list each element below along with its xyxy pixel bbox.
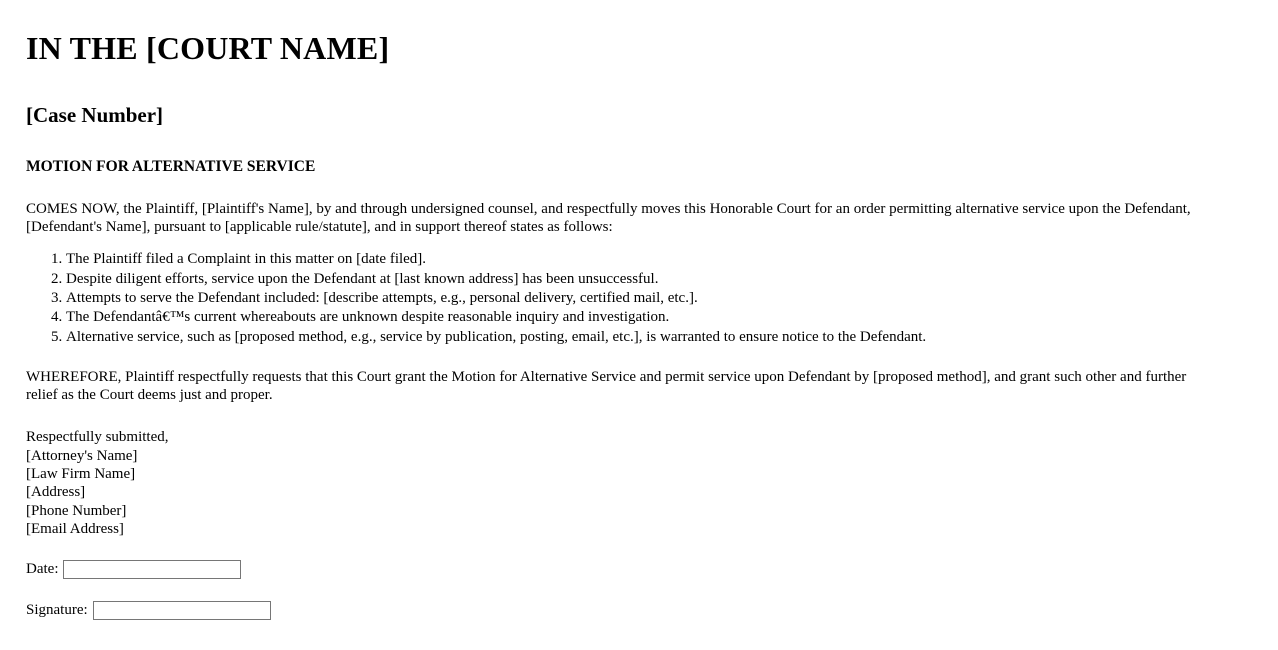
signature-line: [Address] [26,484,86,501]
wherefore-paragraph: WHEREFORE, Plaintiff respectfully requests that this Court grant the Motion for Alternative Service and permit service upon Defendant by [proposed method], and grant such other and further relief as the Court deems just and proper. [26,368,1187,404]
list-item: 1. The Plaintiff filed a Complaint in this matter on [date filed]. [66,250,1252,268]
signature-line: [Email Address] [26,520,124,537]
signature-line: [Attorney's Name] [26,447,138,464]
list-item: 4. The Defendantâ€™s current whereabouts are unknown despite reasonable inquiry and investigation. [66,308,1252,326]
date-label: Date: [26,561,59,578]
signature-line: [Phone Number] [26,502,127,519]
signature-line: Respectfully submitted, [26,429,169,446]
list-item: 3. Attempts to serve the Defendant included: [describe attempts, e.g., personal delivery, certified mail, etc.]. [66,289,1252,307]
case-number-heading: [Case Number] [26,102,164,127]
date-input[interactable] [63,560,241,579]
numbered-list [26,250,1252,345]
list-item: 5. Alternative service, such as [proposed method, e.g., service by publication, posting, email, etc.], is warranted to ensure notice to the Defendant. [66,328,1252,346]
signature-line: [Law Firm Name] [26,466,136,483]
date-field-row [26,560,1252,579]
intro-paragraph: COMES NOW, the Plaintiff, [Plaintiff's Name], by and through undersigned counsel, and respectfully moves this Honorable Court for an order permitting alternative service upon the Defendant, [Defendant's Name], pursuant to [applicable rule/statute], and in support thereof states as follows: [26,200,1191,236]
signature-input[interactable] [93,601,271,620]
list-item: 2. Despite diligent efforts, service upon the Defendant at [last known address] has been unsuccessful. [66,270,1252,288]
signature-label: Signature: [26,602,88,619]
page-title: IN THE [COURT NAME] [26,30,390,66]
signature-field-row [26,601,1252,620]
motion-heading: MOTION FOR ALTERNATIVE SERVICE [26,157,316,175]
signature-block [26,428,1252,538]
